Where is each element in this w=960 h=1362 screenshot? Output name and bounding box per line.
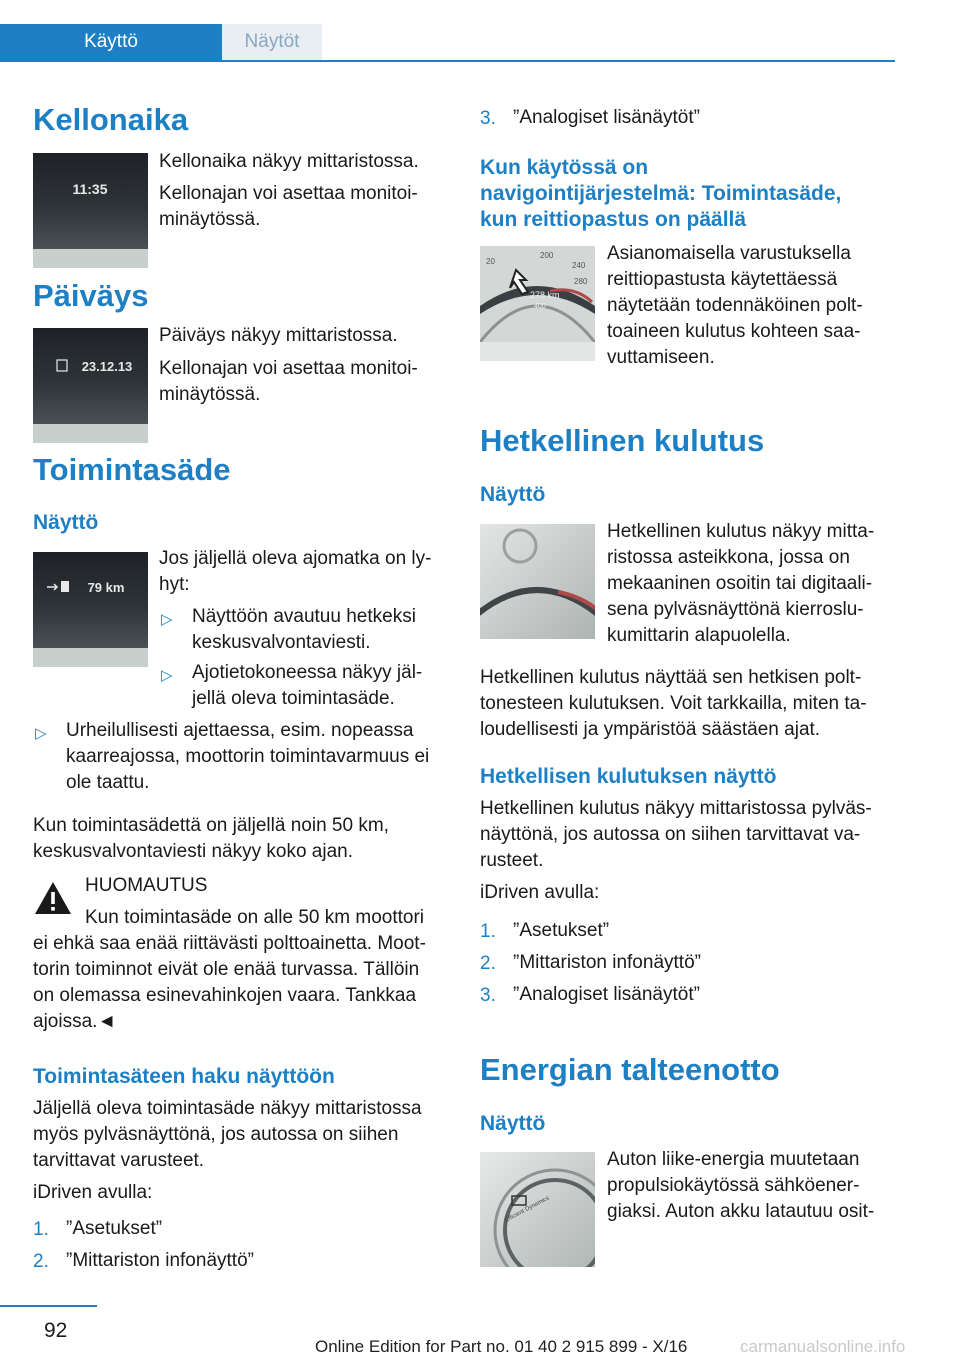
bullet3-l2: kaarreajossa, moottorin toimintavarmuus ei (66, 746, 430, 767)
navi-gauge-image (480, 246, 595, 361)
kellonaika-p2-l2: minäytössä. (159, 209, 261, 230)
navi-heading-l2: navigointijärjestelmä: Toimintasäde, (480, 182, 842, 205)
clock-display-text: 11:35 (72, 181, 108, 197)
header-bar (0, 0, 960, 62)
bullet2-l1: Ajotietokoneessa näkyy jäl‐ (192, 662, 423, 683)
step-number: 2. (33, 1251, 49, 1272)
energia-p1-l2: propulsiokäytössä sähköener‐ (607, 1175, 860, 1196)
haku-p1-l3: tarvittavat varusteet. (33, 1150, 205, 1171)
warning-l1: Kun toimintasäde on alle 50 km moottori (85, 907, 425, 928)
paivays-p2-l1: Kellonajan voi asettaa monitoi‐ (159, 358, 418, 379)
haku-p1-l1: Jäljellä oleva toimintasäde näkyy mittaristossa (33, 1098, 422, 1119)
clock-display-image (33, 153, 148, 268)
fuel-pump-icon (61, 581, 69, 592)
subheading-naytto-3: Näyttö (480, 1112, 546, 1135)
bullet3-l1: Urheilullisesti ajettaessa, esim. nopeassa (66, 720, 414, 741)
edition-text: Online Edition for Part no. 01 40 2 915 899 - X/16 (315, 1337, 688, 1356)
navi-heading-l1: Kun käytössä on (480, 156, 649, 179)
warning-icon (33, 880, 73, 916)
svg-text:20: 20 (486, 257, 495, 266)
hetk-p1-l4: sena pylväsnäyttönä kierroslu‐ (607, 599, 864, 620)
svg-text:280: 280 (574, 277, 588, 286)
range-display-image (33, 552, 148, 667)
step-text: ”Asetukset” (66, 1218, 163, 1239)
energia-p1-l1: Auton liike-energia muutetaan (607, 1149, 860, 1170)
navi-heading-l3: kun reittiopastus on päällä (480, 208, 747, 231)
bullet-triangle-icon: ▷ (35, 725, 47, 742)
step-text: ”Asetukset” (513, 920, 610, 941)
warning-title: HUOMAUTUS (85, 875, 208, 896)
kellonaika-p1: Kellonaika näkyy mittaristossa. (159, 151, 419, 172)
heading-haku: Toimintasäteen haku näyttöön (33, 1065, 335, 1088)
svg-text:Efficient Dynamics: Efficient Dynamics (504, 1195, 551, 1224)
toimintasade-p1-l2: hyt: (159, 574, 190, 595)
heading-hetkellinen: Hetkellinen kulutus (480, 423, 765, 458)
bullet-triangle-icon: ▷ (161, 611, 173, 628)
navi-p1-l4: toaineen kulutus kohteen saa‐ (607, 321, 861, 342)
svg-text:400: 400 (534, 303, 546, 310)
hetk-p1-l5: kumittarin alapuolella. (607, 625, 791, 646)
bullet-triangle-icon: ▷ (161, 667, 173, 684)
range-display-text: 79 km (87, 580, 125, 595)
energy-gauge-image (480, 1152, 595, 1267)
step-text: ”Analogiset lisänäytöt” (513, 984, 700, 1005)
watermark-text: carmanualsonline.info (740, 1337, 906, 1356)
warning-l5: ajoissa.◄ (33, 1011, 117, 1032)
bullet1-l1: Näyttöön avautuu hetkeksi (192, 606, 416, 627)
step-number: 1. (480, 921, 496, 942)
tab-naytot[interactable]: Näytöt (222, 24, 322, 60)
heading-energian-talteenotto: Energian talteenotto (480, 1052, 780, 1087)
header-rule (0, 60, 895, 62)
heading-toimintasade: Toimintasäde (33, 452, 231, 487)
svg-text:240: 240 (572, 261, 586, 270)
bullet3-l3: ole taattu. (66, 772, 150, 793)
navi-p1-l5: vuttamiseen. (607, 347, 715, 368)
heading-kellonaika: Kellonaika (33, 102, 189, 137)
navi-p1-l3: näytetään todennäköinen polt‐ (607, 295, 863, 316)
bullet1-l2: keskusvalvontaviesti. (192, 632, 371, 653)
haku-p2: iDriven avulla: (33, 1182, 153, 1203)
toimintasade-p2-l1: Kun toimintasädettä on jäljellä noin 50 km, (33, 815, 389, 836)
hetk-p4: iDriven avulla: (480, 882, 600, 903)
hetk-p3-l1: Hetkellinen kulutus näkyy mittaristossa pylväs‐ (480, 798, 872, 819)
navi-p1-l2: reittiopastusta käytettäessä (607, 269, 838, 290)
hetk-p3-l3: rusteet. (480, 850, 544, 871)
paivays-p2-l2: minäytössä. (159, 384, 261, 405)
hetk-p1-l3: mekaaninen osoitin tai digitaali‐ (607, 573, 873, 594)
hetk-p3-l2: näyttönä, jos autossa on siihen tarvittavat va‐ (480, 824, 861, 845)
step-number: 2. (480, 953, 496, 974)
hetk-p1-l1: Hetkellinen kulutus näkyy mitta‐ (607, 521, 875, 542)
warning-l4: on olemassa esinevahinkojen vaara. Tankkaa (33, 985, 417, 1006)
hetk-p2-l1: Hetkellinen kulutus näyttää sen hetkisen polt‐ (480, 667, 862, 688)
kellonaika-p2-l1: Kellonajan voi asettaa monitoi‐ (159, 183, 418, 204)
date-display-text: 23.12.13 (81, 359, 133, 374)
warning-l3: torin toiminnot eivät ole enää turvassa. Tällöin (33, 959, 420, 980)
subheading-naytto-1: Näyttö (33, 511, 99, 534)
haku-p1-l2: myös pylväsnäyttönä, jos autossa on siihen (33, 1124, 399, 1145)
hetk-p1-l2: ristossa asteikkona, jossa on (607, 547, 850, 568)
page-number: 92 (44, 1319, 68, 1342)
step-text: ”Mittariston infonäyttö” (66, 1250, 254, 1271)
subheading-naytto-2: Näyttö (480, 483, 546, 506)
footer-rule (0, 1305, 97, 1307)
date-display-image (33, 328, 148, 443)
step-text: ”Mittariston infonäyttö” (513, 952, 701, 973)
consumption-gauge-image (480, 524, 595, 639)
heading-hetkellisen-naytto: Hetkellisen kulutuksen näyttö (480, 765, 777, 788)
step-text: ”Analogiset lisänäytöt” (513, 107, 700, 128)
step-number: 3. (480, 985, 496, 1006)
heading-paivays: Päiväys (33, 278, 149, 313)
hetk-p2-l2: tonesteen kulutuksen. Voit tarkkailla, miten ta‐ (480, 693, 867, 714)
paivays-p1: Päiväys näkyy mittaristossa. (159, 325, 398, 346)
navi-p1-l1: Asianomaisella varustuksella (607, 243, 851, 264)
svg-text:200: 200 (540, 251, 554, 260)
step-number: 3. (480, 108, 496, 129)
svg-text:278 km: 278 km (530, 290, 560, 300)
warning-l2: ei ehkä saa enää riittävästi polttoainetta. Moot‐ (33, 933, 426, 954)
tab-kaytto[interactable]: Käyttö (0, 24, 222, 60)
bullet2-l2: jellä oleva toimintasäde. (192, 688, 395, 709)
step-number: 1. (33, 1219, 49, 1240)
toimintasade-p2-l2: keskusvalvontaviesti näkyy koko ajan. (33, 841, 353, 862)
energia-p1-l3: giaksi. Auton akku latautuu osit‐ (607, 1201, 875, 1222)
toimintasade-p1-l1: Jos jäljellä oleva ajomatka on ly‐ (159, 548, 432, 569)
hetk-p2-l3: loudellisesti ja ympäristöä säästäen ajat. (480, 719, 821, 740)
